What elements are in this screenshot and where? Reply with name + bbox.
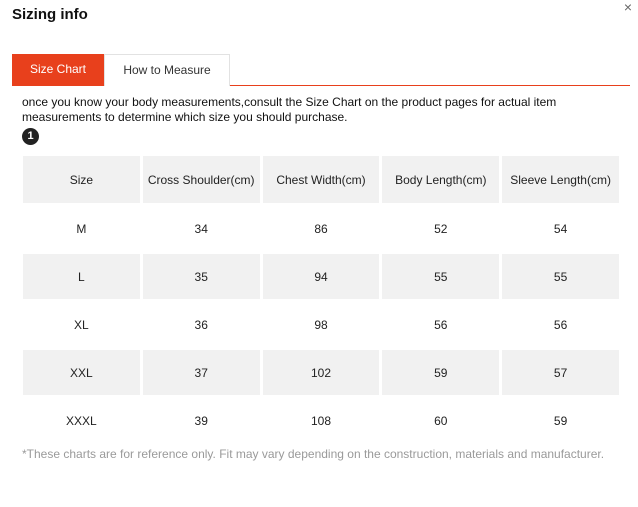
table-cell: 86 bbox=[314, 221, 328, 236]
header-cross-shoulder: Cross Shoulder(cm) bbox=[143, 156, 260, 203]
reference-footnote: *These charts are for reference only. Fit may vary depending on the construction, materials and manufacturer. bbox=[22, 447, 605, 461]
table-cell: 37 bbox=[143, 350, 260, 395]
tab-how-to-measure[interactable]: How to Measure bbox=[104, 54, 230, 86]
header-body-length: Body Length(cm) bbox=[382, 156, 499, 203]
table-cell: 57 bbox=[502, 350, 619, 395]
tab-bar bbox=[12, 54, 630, 86]
table-cell: XL bbox=[74, 317, 89, 332]
table-cell: 56 bbox=[553, 317, 568, 332]
table-cell: 35 bbox=[143, 254, 260, 299]
tab-size-chart[interactable]: Size Chart bbox=[12, 54, 104, 86]
size-chart-table bbox=[20, 153, 622, 446]
table-row bbox=[23, 398, 619, 443]
table-cell: XXL bbox=[23, 350, 140, 395]
table-cell: 102 bbox=[263, 350, 380, 395]
number-badge: 1 bbox=[22, 128, 39, 145]
table-cell: 56 bbox=[434, 317, 448, 332]
table-cell: 60 bbox=[434, 413, 448, 428]
table-row bbox=[23, 350, 619, 395]
table-cell: 34 bbox=[194, 221, 208, 236]
table-cell: 55 bbox=[382, 254, 499, 299]
table-header-row bbox=[23, 156, 619, 203]
table-cell: 36 bbox=[194, 317, 208, 332]
table-cell: 39 bbox=[194, 413, 208, 428]
close-icon[interactable]: × bbox=[623, 0, 632, 15]
table-cell: L bbox=[23, 254, 140, 299]
header-chest-width: Chest Width(cm) bbox=[263, 156, 380, 203]
table-row bbox=[23, 254, 619, 299]
table-cell: 54 bbox=[553, 221, 568, 236]
table-cell: 59 bbox=[382, 350, 499, 395]
table-cell: 55 bbox=[502, 254, 619, 299]
table-row bbox=[23, 206, 619, 251]
header-sleeve-length: Sleeve Length(cm) bbox=[502, 156, 619, 203]
table-cell: 52 bbox=[434, 221, 448, 236]
table-cell: 94 bbox=[263, 254, 380, 299]
table-cell: 59 bbox=[553, 413, 568, 428]
dialog-title: Sizing info bbox=[12, 6, 88, 23]
table-row bbox=[23, 302, 619, 347]
table-cell: M bbox=[76, 221, 87, 236]
table-cell: XXXL bbox=[66, 413, 97, 428]
table-cell: 98 bbox=[314, 317, 328, 332]
header-size: Size bbox=[23, 156, 140, 203]
intro-text: once you know your body measurements,consult the Size Chart on the product pages for actual item measurements to determine which size you should purchase. bbox=[22, 95, 557, 124]
table-cell: 108 bbox=[310, 413, 331, 428]
